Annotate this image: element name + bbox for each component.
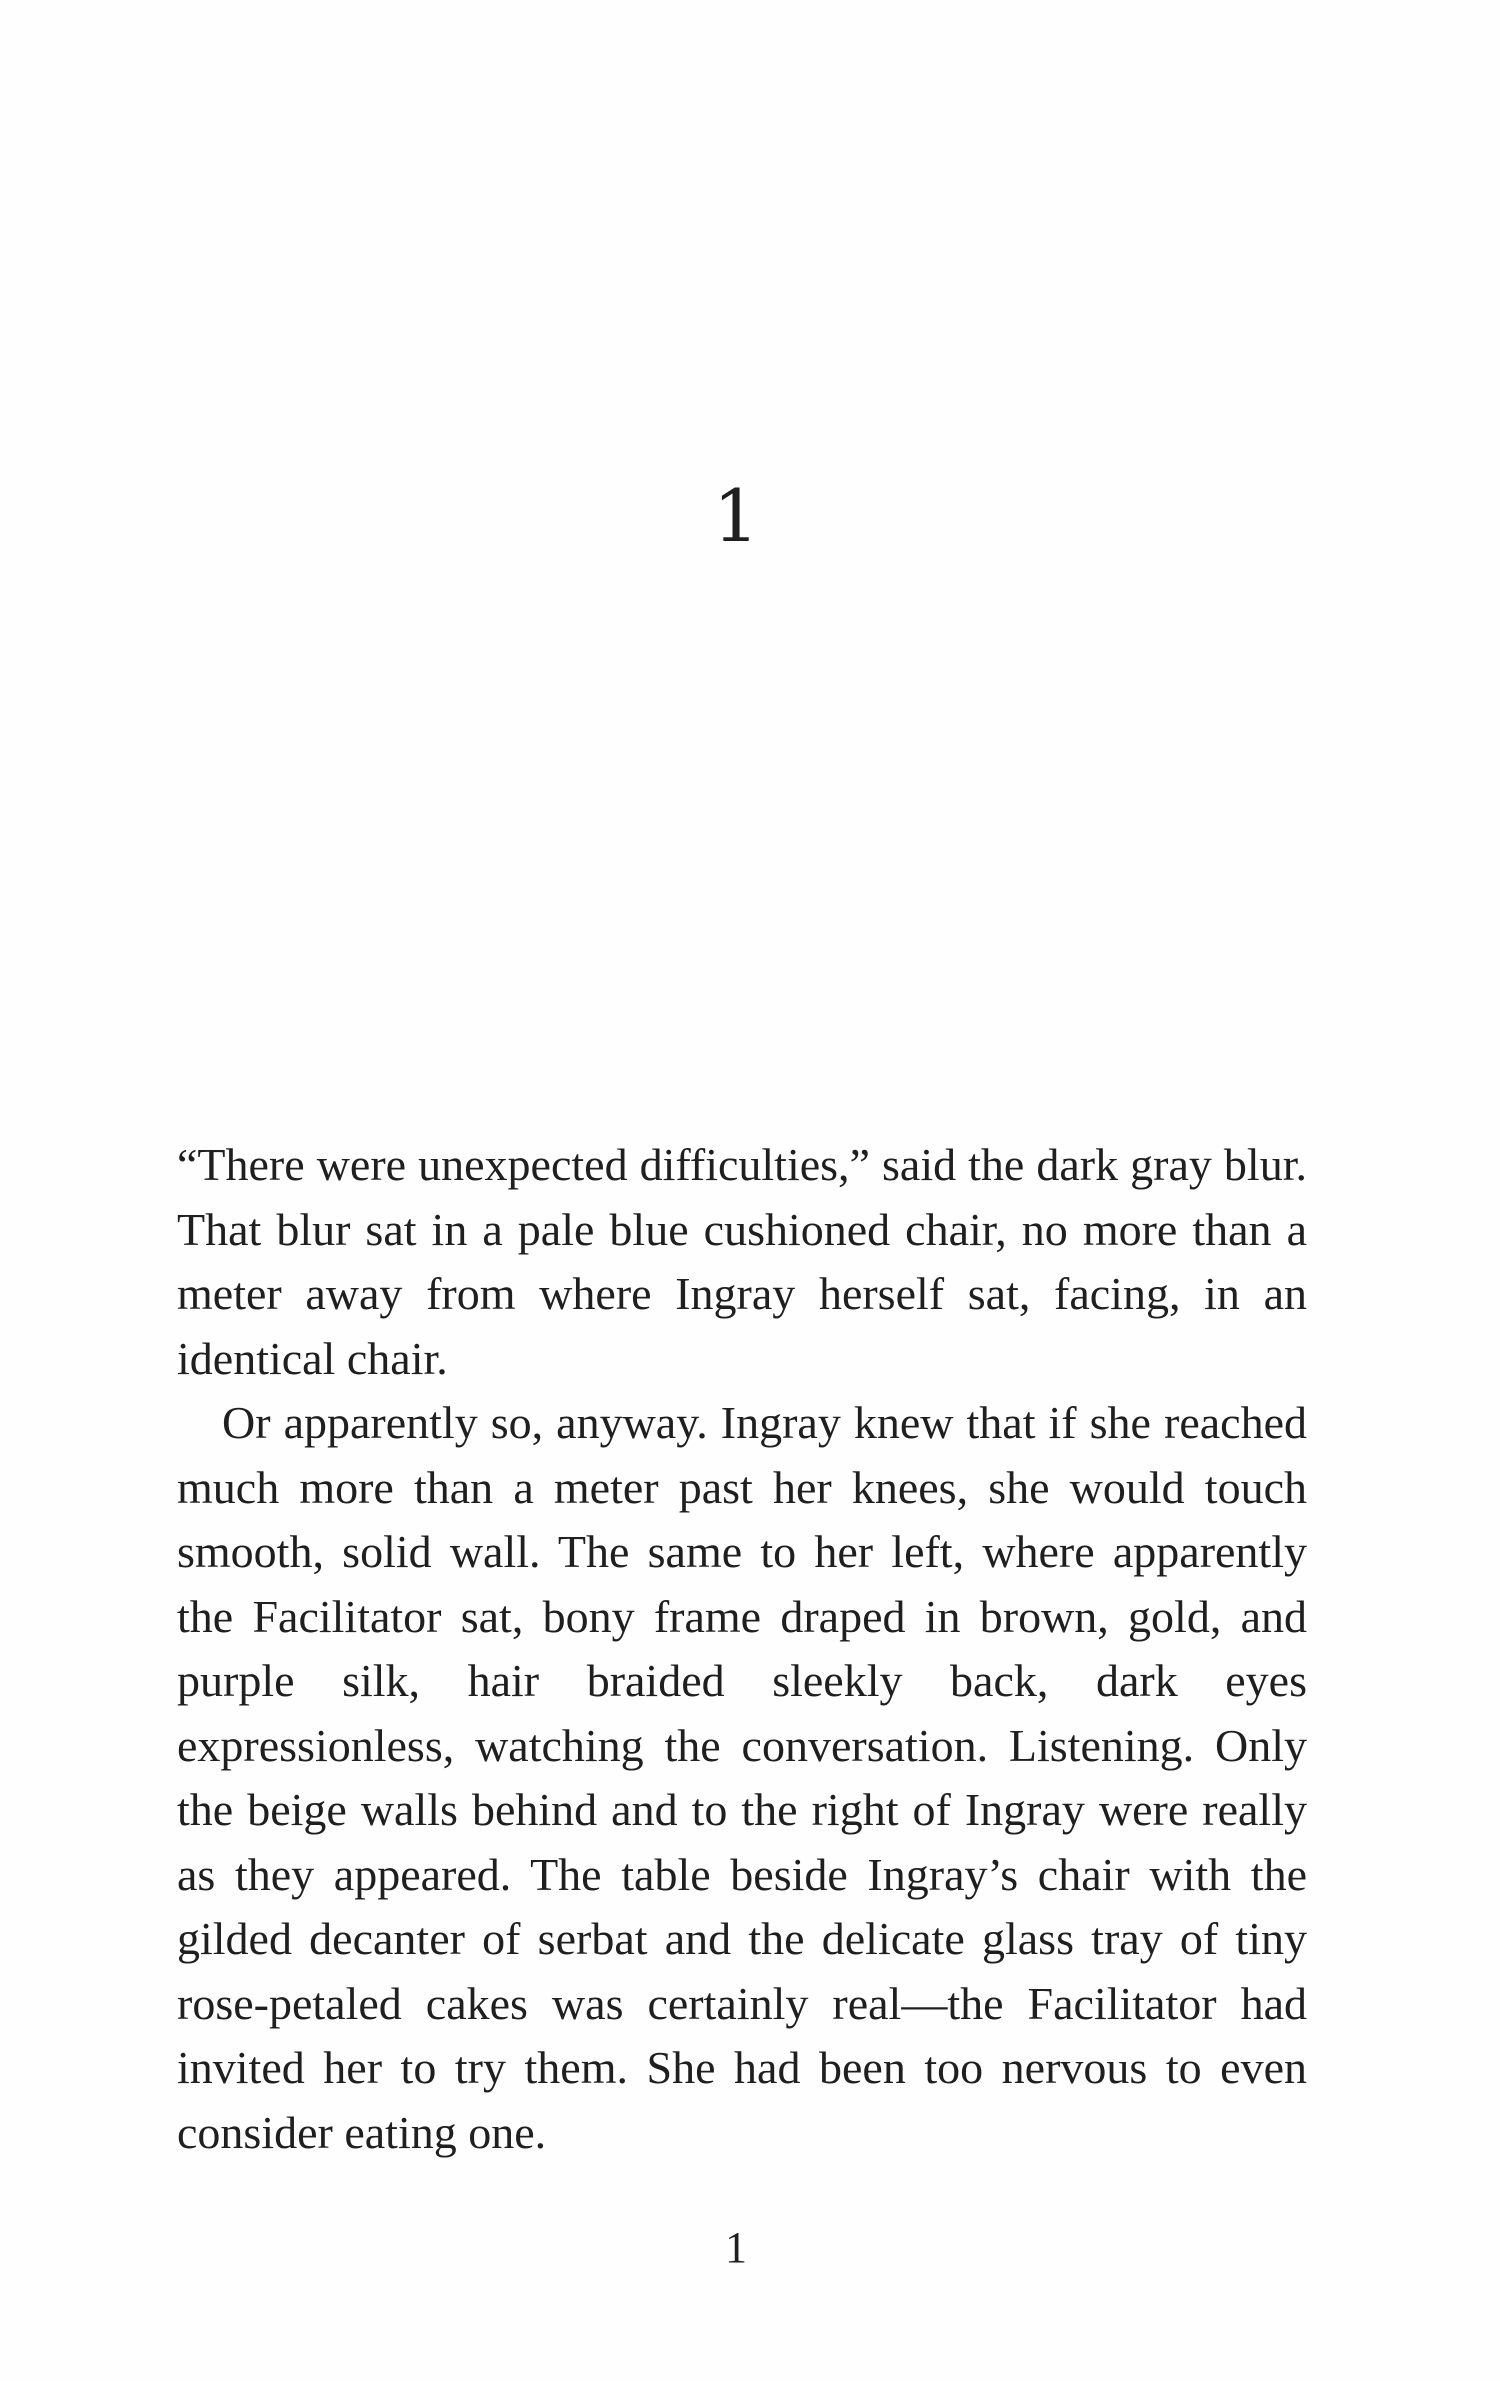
chapter-number: 1 <box>713 474 759 558</box>
chapter-body <box>177 1133 1307 2165</box>
paragraph-2: Or apparently so, anyway. Ingray knew that if she reached much more than a meter past her knees, she would touch smooth, solid wall. The same to her left, where apparently the Facilitator sat, bony frame draped in brown, gold, and purple silk, hair braided sleekly back, dark eyes expressionless, watching the conversation. Listening. Only the beige walls behind and to the right of Ingray were really as they appeared. The table beside Ingray’s chair with the gilded decanter of serbat and the delicate glass tray of tiny rose-petaled cakes was certainly real—the Facilitator had invited her to try them. She had been too nervous to even consider eating one. <box>177 1397 1307 2158</box>
page-number: 1 <box>725 2223 747 2272</box>
paragraph-1: “There were unexpected difficulties,” said the dark gray blur. That blur sat in a pale blue cushioned chair, no more than a meter away from where Ingray herself sat, facing, in an identical chair. <box>177 1139 1307 1384</box>
